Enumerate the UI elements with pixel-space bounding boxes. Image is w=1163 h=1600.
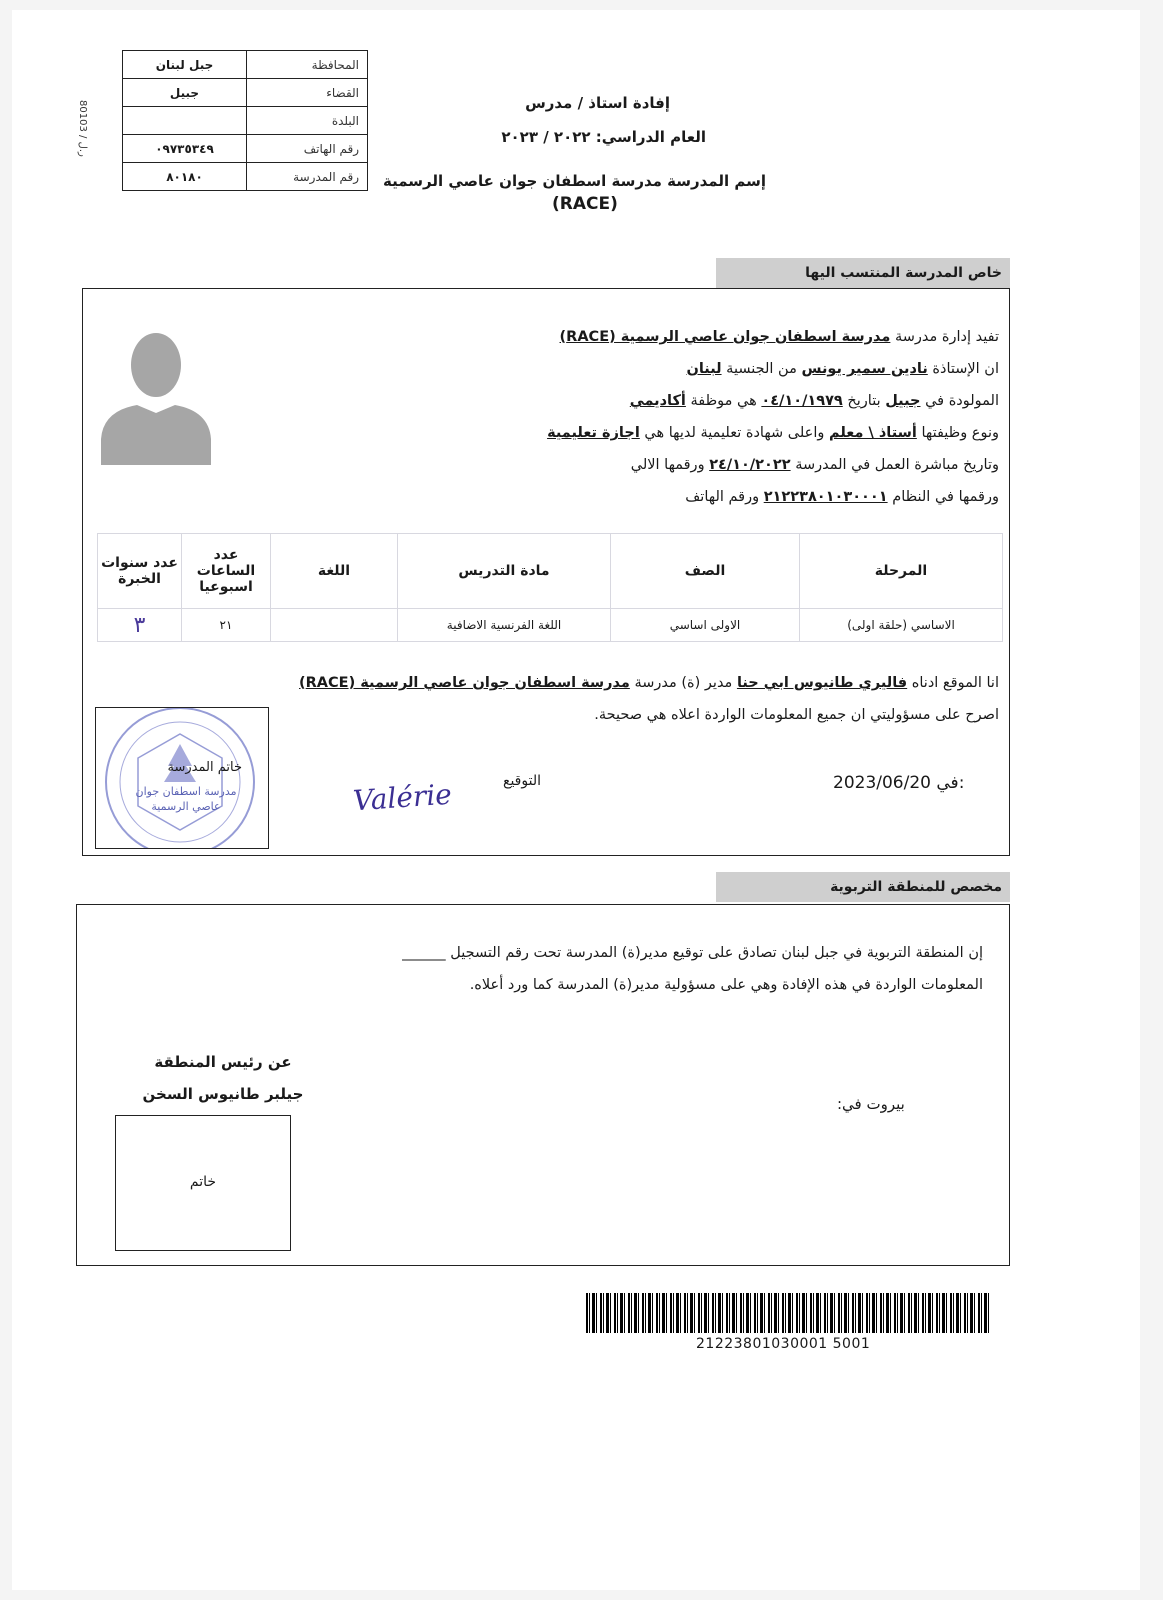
table-header-row xyxy=(98,534,1003,609)
line6-prefix: ورقمها في النظام xyxy=(892,489,999,505)
on-behalf-label: عن رئيس المنطقة xyxy=(154,1053,292,1071)
zone-line1: إن المنطقة التربوية في جبل لبنان تصادق على توقيع مدير(ة) المدرسة تحت رقم التسجيل ______ xyxy=(402,945,983,961)
governorate-label: المحافظة xyxy=(247,51,368,79)
line1-prefix: تفيد إدارة مدرسة xyxy=(895,329,999,345)
declaration-line1 xyxy=(299,675,999,691)
line6-suffix: ورقم الهاتف xyxy=(685,489,760,505)
line2 xyxy=(686,361,999,377)
district-value: جبيل xyxy=(123,79,247,107)
declaration-line2: اصرح على مسؤوليتي ان جميع المعلومات الواردة اعلاه هي صحيحة. xyxy=(594,707,999,723)
decl-mid: مدير (ة) مدرسة xyxy=(634,675,733,691)
barcode-number: 21223801030001 5001 xyxy=(696,1336,871,1352)
line1 xyxy=(560,329,999,345)
phone-label: رقم الهاتف xyxy=(247,135,368,163)
line3 xyxy=(630,393,999,409)
school-section xyxy=(82,288,1010,856)
school-stamp xyxy=(96,708,268,848)
head-name: جيلبر طانيوس السخن xyxy=(142,1085,304,1103)
zone-stamp-box xyxy=(115,1115,291,1251)
line2-prefix: ان الإستاذة xyxy=(932,361,999,377)
school-no-label: رقم المدرسة xyxy=(247,163,368,191)
col-language: اللغة xyxy=(271,534,398,609)
school-stamp-label: خاتم المدرسة xyxy=(167,760,242,775)
barcode xyxy=(586,1293,990,1333)
zone-line2: المعلومات الواردة في هذه الإفادة وهي على مسؤولية مدير(ة) المدرسة كما ورد أعلاه. xyxy=(469,977,983,993)
decl-prefix: انا الموقع ادناه xyxy=(911,675,999,691)
col-grade: الصف xyxy=(611,534,800,609)
decl-school: مدرسة اسطفان جوان عاصي الرسمية (RACE) xyxy=(299,675,630,691)
info-table xyxy=(122,50,368,191)
line3-mid: بتاريخ xyxy=(847,393,881,409)
education-zone-section xyxy=(76,904,1010,1266)
school-stamp-text: مدرسة اسطفان جوان عاصي الرسمية xyxy=(135,785,237,813)
col-subject: مادة التدريس xyxy=(398,534,611,609)
degree: اجازة تعليمية xyxy=(547,425,640,441)
birthplace: جبيل xyxy=(885,393,921,409)
beirut-label: بيروت في: xyxy=(837,1095,905,1113)
phone-value: ٠٩٧٣٥٣٤٩ xyxy=(123,135,247,163)
teaching-table xyxy=(97,533,1003,642)
line4-prefix: ونوع وظيفتها xyxy=(921,425,999,441)
person-photo xyxy=(93,317,219,465)
cell-language xyxy=(271,609,398,642)
date-row xyxy=(833,773,964,793)
cell-hours: ٢١ xyxy=(182,609,271,642)
academic-year: العام الدراسي: ٢٠٢٢ / ٢٠٢٣ xyxy=(501,128,706,146)
zone-stamp-label: خاتم xyxy=(189,1174,217,1190)
cell-subject: اللغة الفرنسية الاضافية xyxy=(398,609,611,642)
section1-title: خاص المدرسة المنتسب اليها xyxy=(716,258,1010,288)
teacher-name: نادين سمير يونس xyxy=(801,361,928,377)
section2-title: مخصص للمنطقة التربوية xyxy=(716,872,1010,902)
date-label: في: xyxy=(936,773,965,793)
school-no-value: ٨٠١٨٠ xyxy=(123,163,247,191)
document-page xyxy=(12,10,1140,1590)
school-tag: (RACE) xyxy=(552,194,618,214)
director-name: فاليري طانيوس ابي حنا xyxy=(736,675,908,691)
line3-mid2: هي موظفة xyxy=(690,393,757,409)
col-experience: عدد سنوات الخبرة xyxy=(98,534,182,609)
cell-stage: الاساسي (حلقة اولى) xyxy=(800,609,1003,642)
nationality: لبنان xyxy=(686,361,722,377)
doc-title: إفادة استاذ / مدرس xyxy=(525,94,670,112)
governorate-value: جبل لبنان xyxy=(123,51,247,79)
employee-type: أكاديمي xyxy=(629,393,686,409)
line1-school: مدرسة اسطفان جوان عاصي الرسمية (RACE) xyxy=(559,329,891,345)
line2-mid: من الجنسية xyxy=(726,361,797,377)
school-stamp-box xyxy=(95,707,269,849)
col-stage: المرحلة xyxy=(800,534,1003,609)
line6 xyxy=(685,489,999,505)
town-value xyxy=(123,107,247,135)
school-name: إسم المدرسة مدرسة اسطفان جوان عاصي الرسمية xyxy=(383,172,766,190)
signature-label: التوقيع xyxy=(503,773,541,789)
table-row xyxy=(98,609,1003,642)
town-label: البلدة xyxy=(247,107,368,135)
start-date: ٢٤/١٠/٢٠٢٢ xyxy=(709,457,791,473)
line4 xyxy=(547,425,999,441)
line5-suffix: ورقمها الالي xyxy=(630,457,705,473)
col-hours: عدد الساعات اسبوعيا xyxy=(182,534,271,609)
cell-experience: ٣ xyxy=(98,609,182,642)
line5-prefix: وتاريخ مباشرة العمل في المدرسة xyxy=(795,457,999,473)
signature: Valérie xyxy=(351,777,453,818)
line4-mid: واعلى شهادة تعليمية لديها هي xyxy=(644,425,825,441)
line5 xyxy=(631,457,999,473)
date-value: 2023/06/20 xyxy=(833,773,931,793)
birthdate: ٠٤/١٠/١٩٧٩ xyxy=(761,393,843,409)
cell-grade: الاولى اساسي xyxy=(611,609,800,642)
system-number: ٢١٢٢٣٨٠١٠٣٠٠٠١ xyxy=(763,489,888,505)
form-code: 80103 / ر.ل xyxy=(77,100,88,157)
line3-prefix: المولودة في xyxy=(925,393,999,409)
job-type: أستاذ \ معلم xyxy=(828,425,917,441)
district-label: القضاء xyxy=(247,79,368,107)
